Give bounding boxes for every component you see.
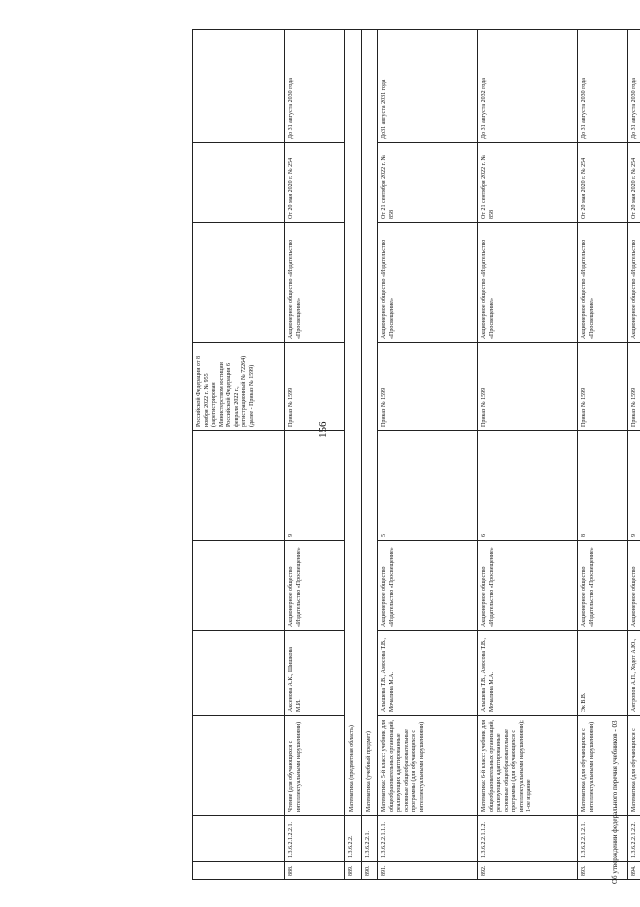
section-title: Математика (учебный предмет) [361, 30, 378, 816]
code-cell [193, 816, 285, 862]
validity-cell: До31 августа 2031 года [378, 30, 478, 143]
publisher-cell: Акционерное общество [628, 541, 640, 631]
authors-cell: Антропов А.П., Ходот А.Ю., [628, 631, 640, 716]
validity-cell: До 31 августа 2032 года [478, 30, 578, 143]
validity-cell: До 31 августа 2030 года [578, 30, 628, 143]
code-cell: 1.3.6.2.2.1.1.2. [478, 816, 578, 862]
table-row [478, 30, 578, 880]
grade-cell: 9 [285, 431, 345, 541]
table-row [628, 30, 640, 880]
code-cell: 1.3.6.2.2.1.1.1. [378, 816, 478, 862]
producer-cell: Акционерное общество «Издательство «Просвещение» [578, 223, 628, 343]
grade-cell [193, 431, 285, 541]
title-cell [193, 716, 285, 816]
row-number: 888. [285, 862, 345, 880]
row-number: 890. [361, 862, 378, 880]
section-title: Математика (предметная область) [345, 30, 362, 816]
publisher-cell: Акционерное общество «Издательство «Просвещение» [378, 541, 478, 631]
approval-date-cell [193, 143, 285, 223]
authors-cell: Аксенова А.К., Шишкова М.И. [285, 631, 345, 716]
table-row [578, 30, 628, 880]
approval-date-cell: От 20 мая 2020 г. № 254 [285, 143, 345, 223]
producer-cell [193, 223, 285, 343]
row-number: 894. [628, 862, 640, 880]
producer-cell: Акционерное общество «Издательство «Просвещение» [285, 223, 345, 343]
producer-cell: Акционерное общество «Издательство [628, 223, 640, 343]
publisher-cell: Акционерное общество «Издательство «Просвещение» [578, 541, 628, 631]
title-cell: Математика (для обучающихся с интеллектуальными нарушениями) [578, 716, 628, 816]
publisher-cell [193, 541, 285, 631]
code-cell: 1.3.6.2.2.1.2.1. [578, 816, 628, 862]
table-row [378, 30, 478, 880]
authors-cell [193, 631, 285, 716]
publisher-cell: Акционерное общество «Издательство «Просвещение» [285, 541, 345, 631]
validity-cell: До 31 августа 2030 года [285, 30, 345, 143]
authors-cell: Алышева Т.В., Амосова Т.В., Мочалина М.А. [478, 631, 578, 716]
section-row [345, 30, 362, 880]
code-cell: 1.3.6.2.2. [345, 816, 362, 862]
code-cell: 1.3.6.2.2.1.2.2. [628, 816, 640, 862]
producer-cell: Акционерное общество «Издательство «Просвещение» [378, 223, 478, 343]
approval-date-cell: От 20 мая 2020 г. № 254 [628, 143, 640, 223]
order-cell: Приказ № 1599 [578, 343, 628, 431]
authors-cell: Эк В.В. [578, 631, 628, 716]
row-number: 893. [578, 862, 628, 880]
code-cell: 1.3.6.2.1.2.2.1. [285, 816, 345, 862]
title-cell: Математика: 5-й класс: учебник для общеобразовательных организаций, реализующих адаптированные основные общеобразовательные программы (для обучающихся с интеллектуальными нарушениями) [378, 716, 478, 816]
code-cell: 1.3.6.2.2.1. [361, 816, 378, 862]
row-number: 891. [378, 862, 478, 880]
row-number: 892. [478, 862, 578, 880]
producer-cell: Акционерное общество «Издательство «Просвещение» [478, 223, 578, 343]
footer-note: Об утверждении федерального перечня учебников - 03 [611, 720, 619, 884]
textbook-table [192, 29, 640, 880]
row-number: 889. [345, 862, 362, 880]
publisher-cell: Акционерное общество «Издательство «Просвещение» [478, 541, 578, 631]
order-cell: Приказ № 1599 [378, 343, 478, 431]
validity-cell [193, 30, 285, 143]
grade-cell: 8 [578, 431, 628, 541]
order-cell: Приказ № 1599 [285, 343, 345, 431]
approval-date-cell: От 21 сентября 2022 г. № 858 [378, 143, 478, 223]
section-row [361, 30, 378, 880]
approval-date-cell: От 20 мая 2020 г. № 254 [578, 143, 628, 223]
grade-cell: 9 [628, 431, 640, 541]
row-number [193, 862, 285, 880]
order-cell: Приказ № 1599 [628, 343, 640, 431]
table-row [193, 30, 285, 880]
approval-date-cell: От 21 сентября 2022 г. № 858 [478, 143, 578, 223]
title-cell: Чтение (для обучающихся с интеллектуальными нарушениями) [285, 716, 345, 816]
order-cell: Российской Федерации от 8 ноября 2022 г. № 955 (зарегистрирован Министерством юстиции Российской Федерации 6 февраля 2022 г., регистрационный № 72264) (далее - Приказ № 1599) [193, 343, 285, 431]
order-cell: Приказ № 1599 [478, 343, 578, 431]
title-cell: Математика: 6-й класс: учебник для общеобразовательных организаций, реализующих адаптированные основные общеобразовательные программы (для обучающихся с интеллектуальными нарушениями); 1-ое издание [478, 716, 578, 816]
table-row [285, 30, 345, 880]
title-cell: Математика (для обучающихся с [628, 716, 640, 816]
grade-cell: 5 [378, 431, 478, 541]
authors-cell: Алышева Т.В., Амосова Т.В., Мочалина М.А. [378, 631, 478, 716]
grade-cell: 6 [478, 431, 578, 541]
validity-cell: До 31 августа 2030 года [628, 30, 640, 143]
page-number: 156 [317, 421, 329, 438]
